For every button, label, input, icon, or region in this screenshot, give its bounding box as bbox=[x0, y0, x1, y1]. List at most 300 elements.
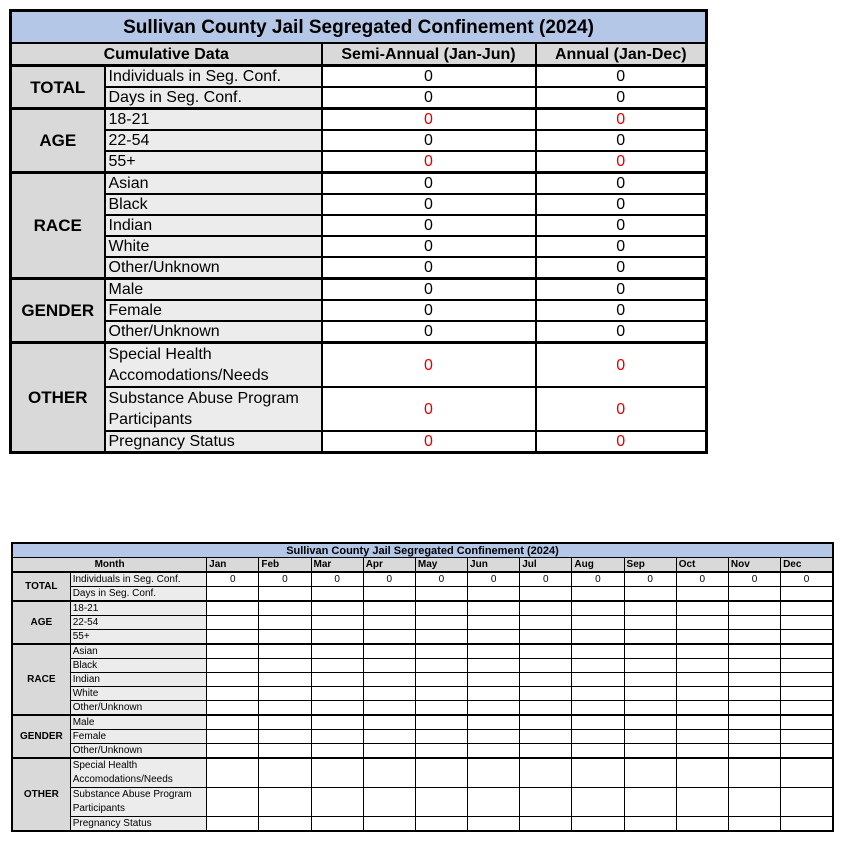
month-value bbox=[415, 673, 467, 687]
row-label: Substance Abuse Program Participants bbox=[105, 387, 322, 431]
annual-value: 0 bbox=[536, 236, 707, 257]
semi-value: 0 bbox=[322, 151, 536, 173]
month-value bbox=[259, 687, 311, 701]
month-column-header: Aug bbox=[572, 558, 624, 573]
table-row bbox=[11, 236, 707, 257]
month-value bbox=[572, 659, 624, 673]
month-value bbox=[468, 630, 520, 645]
annual-value: 0 bbox=[536, 151, 707, 173]
month-value bbox=[781, 817, 833, 832]
month-value: 0 bbox=[676, 572, 728, 587]
month-value bbox=[363, 601, 415, 616]
table-row bbox=[12, 630, 833, 645]
month-value bbox=[259, 758, 311, 788]
row-label: Black bbox=[105, 194, 322, 215]
month-value bbox=[781, 616, 833, 630]
semi-value: 0 bbox=[322, 279, 536, 301]
month-value bbox=[676, 817, 728, 832]
month-column-header: Dec bbox=[781, 558, 833, 573]
month-value bbox=[572, 630, 624, 645]
semi-value: 0 bbox=[322, 194, 536, 215]
month-value bbox=[520, 744, 572, 759]
group-gender: GENDER bbox=[11, 279, 105, 343]
annual-value: 0 bbox=[536, 279, 707, 301]
month-column-header: Apr bbox=[363, 558, 415, 573]
month-value bbox=[520, 758, 572, 788]
group-other: OTHER bbox=[12, 758, 70, 831]
month-value bbox=[781, 730, 833, 744]
month-value bbox=[259, 644, 311, 659]
month-value bbox=[676, 601, 728, 616]
annual-value: 0 bbox=[536, 173, 707, 195]
annual-value: 0 bbox=[536, 343, 707, 388]
table-row bbox=[12, 616, 833, 630]
month-value bbox=[520, 659, 572, 673]
month-value bbox=[259, 744, 311, 759]
month-value: 0 bbox=[311, 572, 363, 587]
semi-value: 0 bbox=[322, 66, 536, 88]
month-value bbox=[676, 659, 728, 673]
monthly-table bbox=[11, 542, 834, 832]
month-value bbox=[572, 644, 624, 659]
month-value bbox=[207, 715, 259, 730]
month-value bbox=[520, 644, 572, 659]
row-label: 22-54 bbox=[105, 130, 322, 151]
month-value bbox=[624, 701, 676, 716]
semi-value: 0 bbox=[322, 236, 536, 257]
month-value bbox=[311, 587, 363, 602]
row-label: Other/Unknown bbox=[105, 321, 322, 343]
table-row bbox=[12, 644, 833, 659]
month-value bbox=[520, 616, 572, 630]
month-value bbox=[781, 673, 833, 687]
month-value bbox=[728, 630, 780, 645]
month-value: 0 bbox=[363, 572, 415, 587]
month-value bbox=[207, 644, 259, 659]
month-value bbox=[520, 630, 572, 645]
month-value bbox=[207, 630, 259, 645]
month-value bbox=[259, 601, 311, 616]
month-value bbox=[259, 616, 311, 630]
month-value bbox=[415, 587, 467, 602]
month-value bbox=[207, 687, 259, 701]
month-value bbox=[520, 730, 572, 744]
month-value bbox=[520, 701, 572, 716]
table-row bbox=[12, 587, 833, 602]
month-value bbox=[676, 673, 728, 687]
table-row bbox=[11, 215, 707, 236]
month-value bbox=[363, 701, 415, 716]
month-value bbox=[781, 758, 833, 788]
month-value bbox=[728, 601, 780, 616]
month-value bbox=[520, 601, 572, 616]
month-value bbox=[572, 730, 624, 744]
month-value bbox=[311, 616, 363, 630]
annual-value: 0 bbox=[536, 66, 707, 88]
month-value bbox=[415, 744, 467, 759]
month-value bbox=[624, 616, 676, 630]
row-label: White bbox=[70, 687, 206, 701]
month-value bbox=[728, 701, 780, 716]
month-value bbox=[624, 601, 676, 616]
semi-value: 0 bbox=[322, 387, 536, 431]
row-label: Individuals in Seg. Conf. bbox=[70, 572, 206, 587]
month-value bbox=[311, 788, 363, 817]
month-value: 0 bbox=[415, 572, 467, 587]
month-value bbox=[572, 744, 624, 759]
table-row bbox=[11, 109, 707, 131]
month-value bbox=[624, 587, 676, 602]
row-label: Asian bbox=[105, 173, 322, 195]
month-value bbox=[572, 758, 624, 788]
group-age: AGE bbox=[11, 109, 105, 173]
month-value bbox=[728, 687, 780, 701]
month-value bbox=[311, 687, 363, 701]
month-value bbox=[363, 730, 415, 744]
table-row bbox=[11, 300, 707, 321]
group-race: RACE bbox=[11, 173, 105, 279]
row-label: Male bbox=[70, 715, 206, 730]
group-age: AGE bbox=[12, 601, 70, 644]
annual-value: 0 bbox=[536, 109, 707, 131]
month-value bbox=[624, 744, 676, 759]
group-race: RACE bbox=[12, 644, 70, 715]
month-column-header: Nov bbox=[728, 558, 780, 573]
month-value bbox=[676, 630, 728, 645]
month-column-header: Sep bbox=[624, 558, 676, 573]
row-label: White bbox=[105, 236, 322, 257]
group-total: TOTAL bbox=[12, 572, 70, 601]
month-value bbox=[728, 730, 780, 744]
month-value bbox=[311, 730, 363, 744]
table-row bbox=[12, 659, 833, 673]
semi-value: 0 bbox=[322, 300, 536, 321]
month-value bbox=[728, 616, 780, 630]
row-label: 55+ bbox=[105, 151, 322, 173]
month-value bbox=[207, 817, 259, 832]
month-value bbox=[572, 701, 624, 716]
month-value bbox=[572, 587, 624, 602]
semi-value: 0 bbox=[322, 431, 536, 453]
month-value bbox=[728, 758, 780, 788]
month-value bbox=[468, 687, 520, 701]
month-value bbox=[415, 730, 467, 744]
month-value bbox=[311, 630, 363, 645]
annual-value: 0 bbox=[536, 300, 707, 321]
row-label: Days in Seg. Conf. bbox=[105, 87, 322, 109]
month-value: 0 bbox=[207, 572, 259, 587]
month-value bbox=[676, 587, 728, 602]
month-value bbox=[207, 587, 259, 602]
annual-value: 0 bbox=[536, 87, 707, 109]
month-value bbox=[624, 715, 676, 730]
month-value bbox=[311, 817, 363, 832]
month-value bbox=[468, 730, 520, 744]
month-value bbox=[415, 659, 467, 673]
month-value bbox=[415, 788, 467, 817]
month-value bbox=[259, 659, 311, 673]
month-value bbox=[676, 730, 728, 744]
month-value bbox=[363, 630, 415, 645]
row-label: 22-54 bbox=[70, 616, 206, 630]
month-value bbox=[676, 758, 728, 788]
row-label: Female bbox=[105, 300, 322, 321]
month-value bbox=[363, 788, 415, 817]
month-column-header: Jun bbox=[468, 558, 520, 573]
month-value: 0 bbox=[259, 572, 311, 587]
month-value bbox=[468, 644, 520, 659]
month-value bbox=[207, 616, 259, 630]
month-value bbox=[624, 730, 676, 744]
month-value bbox=[311, 758, 363, 788]
month-value bbox=[728, 644, 780, 659]
month-value bbox=[676, 644, 728, 659]
table-row bbox=[12, 572, 833, 587]
month-value bbox=[468, 616, 520, 630]
month-value: 0 bbox=[468, 572, 520, 587]
month-value bbox=[624, 758, 676, 788]
row-label: Male bbox=[105, 279, 322, 301]
month-value bbox=[468, 817, 520, 832]
month-value bbox=[259, 817, 311, 832]
month-column-header: May bbox=[415, 558, 467, 573]
month-column-header: Jul bbox=[520, 558, 572, 573]
month-value bbox=[468, 673, 520, 687]
month-value bbox=[520, 673, 572, 687]
table-row bbox=[12, 817, 833, 832]
annual-value: 0 bbox=[536, 215, 707, 236]
semi-annual-header: Semi-Annual (Jan-Jun) bbox=[322, 43, 536, 66]
month-value bbox=[207, 758, 259, 788]
month-value bbox=[468, 601, 520, 616]
row-label: Other/Unknown bbox=[105, 257, 322, 279]
month-value bbox=[311, 715, 363, 730]
month-value bbox=[520, 715, 572, 730]
table-row bbox=[12, 744, 833, 759]
month-value bbox=[624, 673, 676, 687]
table-row bbox=[11, 87, 707, 109]
month-value bbox=[415, 715, 467, 730]
month-value bbox=[207, 673, 259, 687]
month-column-header: Feb bbox=[259, 558, 311, 573]
table-row bbox=[11, 173, 707, 195]
month-value: 0 bbox=[520, 572, 572, 587]
group-other: OTHER bbox=[11, 343, 105, 453]
month-value bbox=[415, 817, 467, 832]
month-value bbox=[363, 744, 415, 759]
table-row bbox=[12, 701, 833, 716]
month-value bbox=[468, 788, 520, 817]
annual-header: Annual (Jan-Dec) bbox=[536, 43, 707, 66]
row-label: Female bbox=[70, 730, 206, 744]
row-label: Days in Seg. Conf. bbox=[70, 587, 206, 602]
month-value bbox=[311, 744, 363, 759]
month-value bbox=[363, 644, 415, 659]
row-label: 55+ bbox=[70, 630, 206, 645]
monthly-title: Sullivan County Jail Segregated Confinement (2024) bbox=[12, 543, 833, 558]
month-value bbox=[363, 616, 415, 630]
month-value bbox=[572, 616, 624, 630]
group-gender: GENDER bbox=[12, 715, 70, 758]
month-value bbox=[572, 601, 624, 616]
month-value: 0 bbox=[572, 572, 624, 587]
month-value bbox=[781, 701, 833, 716]
cumulative-data-header: Cumulative Data bbox=[11, 43, 322, 66]
month-value bbox=[259, 630, 311, 645]
row-label: Other/Unknown bbox=[70, 701, 206, 716]
month-value bbox=[728, 587, 780, 602]
row-label: Indian bbox=[105, 215, 322, 236]
month-value bbox=[311, 644, 363, 659]
month-value bbox=[468, 587, 520, 602]
month-value bbox=[676, 715, 728, 730]
month-value bbox=[207, 601, 259, 616]
table-row bbox=[11, 279, 707, 301]
month-value bbox=[624, 630, 676, 645]
table-row bbox=[11, 431, 707, 453]
row-label: Other/Unknown bbox=[70, 744, 206, 759]
month-value bbox=[728, 788, 780, 817]
month-value bbox=[728, 659, 780, 673]
month-value bbox=[572, 715, 624, 730]
month-value bbox=[676, 687, 728, 701]
table-row bbox=[11, 194, 707, 215]
month-value bbox=[468, 659, 520, 673]
month-value bbox=[624, 788, 676, 817]
month-value bbox=[363, 715, 415, 730]
month-value bbox=[311, 673, 363, 687]
row-label: Indian bbox=[70, 673, 206, 687]
month-value bbox=[781, 659, 833, 673]
table-row bbox=[11, 151, 707, 173]
table-row bbox=[11, 321, 707, 343]
month-value bbox=[676, 788, 728, 817]
row-label: Pregnancy Status bbox=[70, 817, 206, 832]
month-value bbox=[676, 616, 728, 630]
annual-value: 0 bbox=[536, 130, 707, 151]
month-value bbox=[415, 758, 467, 788]
month-value bbox=[259, 701, 311, 716]
month-value bbox=[363, 659, 415, 673]
semi-value: 0 bbox=[322, 130, 536, 151]
month-value bbox=[363, 673, 415, 687]
month-value bbox=[572, 673, 624, 687]
month-value bbox=[624, 659, 676, 673]
summary-table bbox=[9, 9, 708, 454]
month-value bbox=[415, 630, 467, 645]
month-value bbox=[415, 601, 467, 616]
table-row bbox=[12, 758, 833, 788]
month-value bbox=[468, 744, 520, 759]
month-value bbox=[259, 730, 311, 744]
month-value bbox=[207, 659, 259, 673]
table-row bbox=[12, 687, 833, 701]
month-value bbox=[363, 587, 415, 602]
annual-value: 0 bbox=[536, 431, 707, 453]
month-value bbox=[676, 744, 728, 759]
month-value bbox=[520, 817, 572, 832]
row-label: Black bbox=[70, 659, 206, 673]
month-value bbox=[728, 715, 780, 730]
month-value bbox=[520, 687, 572, 701]
month-value: 0 bbox=[624, 572, 676, 587]
semi-value: 0 bbox=[322, 321, 536, 343]
month-value bbox=[207, 730, 259, 744]
semi-value: 0 bbox=[322, 343, 536, 388]
semi-value: 0 bbox=[322, 173, 536, 195]
table-row bbox=[12, 730, 833, 744]
month-value bbox=[363, 758, 415, 788]
table-row bbox=[12, 673, 833, 687]
table-row bbox=[12, 601, 833, 616]
month-value bbox=[781, 687, 833, 701]
row-label: 18-21 bbox=[70, 601, 206, 616]
table-row bbox=[12, 715, 833, 730]
month-value bbox=[363, 817, 415, 832]
month-value bbox=[468, 701, 520, 716]
month-value bbox=[624, 644, 676, 659]
month-value bbox=[781, 587, 833, 602]
row-label: 18-21 bbox=[105, 109, 322, 131]
month-value bbox=[624, 687, 676, 701]
month-header: Month bbox=[12, 558, 207, 573]
month-value bbox=[572, 687, 624, 701]
annual-value: 0 bbox=[536, 194, 707, 215]
month-value bbox=[415, 701, 467, 716]
month-value bbox=[468, 758, 520, 788]
table-row bbox=[11, 387, 707, 431]
month-value bbox=[311, 701, 363, 716]
month-value bbox=[572, 788, 624, 817]
row-label: Special Health Accomodations/Needs bbox=[70, 758, 206, 788]
month-column-header: Oct bbox=[676, 558, 728, 573]
month-value bbox=[781, 744, 833, 759]
month-value bbox=[415, 644, 467, 659]
month-value bbox=[624, 817, 676, 832]
month-value bbox=[572, 817, 624, 832]
month-value bbox=[520, 587, 572, 602]
month-value bbox=[207, 788, 259, 817]
summary-title: Sullivan County Jail Segregated Confinement (2024) bbox=[11, 11, 707, 44]
row-label: Individuals in Seg. Conf. bbox=[105, 66, 322, 88]
month-value bbox=[207, 701, 259, 716]
month-value bbox=[415, 687, 467, 701]
row-label: Special Health Accomodations/Needs bbox=[105, 343, 322, 388]
month-column-header: Mar bbox=[311, 558, 363, 573]
month-value bbox=[259, 673, 311, 687]
month-value bbox=[781, 788, 833, 817]
annual-value: 0 bbox=[536, 387, 707, 431]
semi-value: 0 bbox=[322, 215, 536, 236]
table-row bbox=[12, 788, 833, 817]
month-value bbox=[415, 616, 467, 630]
month-value bbox=[363, 687, 415, 701]
month-value bbox=[259, 788, 311, 817]
row-label: Asian bbox=[70, 644, 206, 659]
annual-value: 0 bbox=[536, 321, 707, 343]
month-value bbox=[781, 715, 833, 730]
month-value bbox=[311, 601, 363, 616]
month-value bbox=[781, 630, 833, 645]
month-value: 0 bbox=[728, 572, 780, 587]
table-row bbox=[11, 257, 707, 279]
table-row bbox=[11, 130, 707, 151]
semi-value: 0 bbox=[322, 109, 536, 131]
group-total: TOTAL bbox=[11, 66, 105, 109]
row-label: Pregnancy Status bbox=[105, 431, 322, 453]
month-value bbox=[207, 744, 259, 759]
month-value bbox=[781, 601, 833, 616]
